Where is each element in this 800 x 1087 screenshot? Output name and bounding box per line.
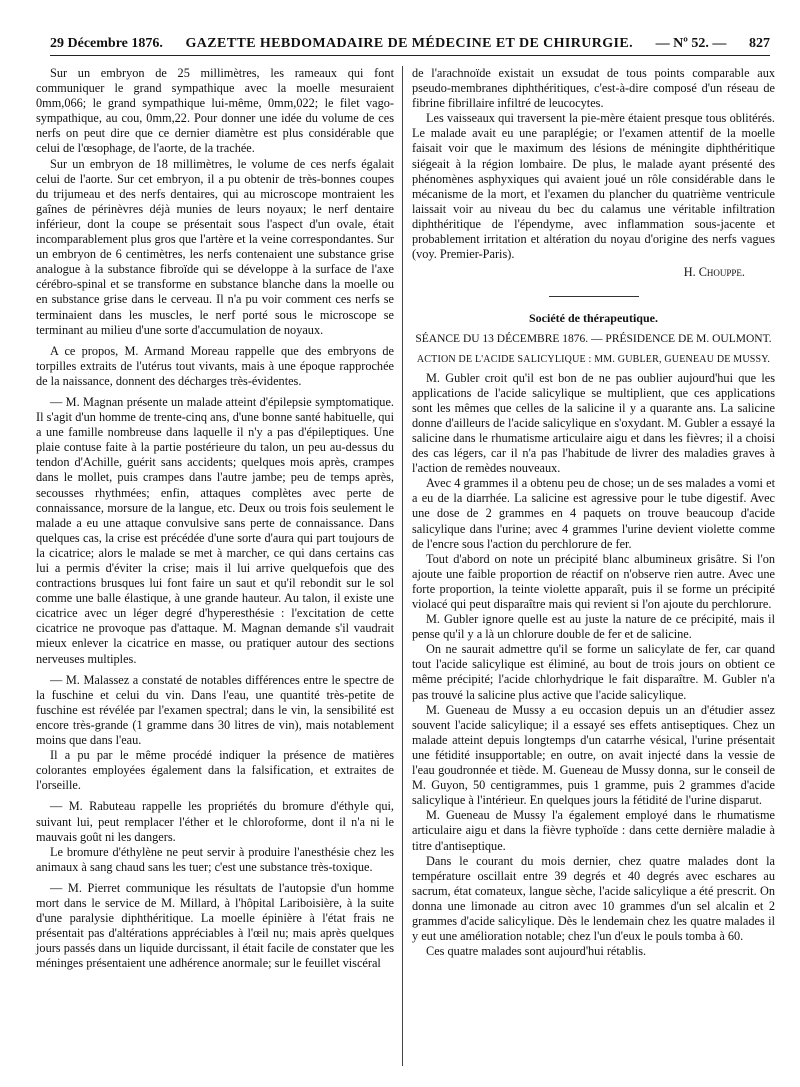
section-rule <box>549 296 639 297</box>
paragraph: — M. Malassez a constaté de notables différences entre le spectre de la fuschine et celui du vin. Dans l'eau, une quantité très-petite de fuschine est révélée par l'examen spectral; dans le vin, la sensibilité est encore très-grande (1 gramme dans 30 litres de vin), mais notablement moins que dans l'eau. <box>36 672 394 748</box>
paragraph: — M. Magnan présente un malade atteint d'épilepsie symptomatique. Il s'agit d'un homme de trente-cinq ans, d'une bonne santé habituelle, qui a une famille nombreuse dans laquelle il n'y a pas d'épileptiques. Une plaie contuse faite à la partie postérieure du talon, un peu au-dessus du tendon d'Achille, guérit sans accidents; quelques mois après, crampes dans le mollet, puis crampes dans l'autre jambe; peu de temps après, secousses rhythmées; enfin, attaques complètes avec perte de connaissance, morsure de la langue, etc. Deux ou trois fois seulement le malade a eu une attaque convulsive sans perte de connaissance. Dans quelques cas, la crise est précédée d'une sorte d'aura qui part toujours de la cicatrice; alors le malade se met à marcher, ce qui dans certains cas lui a permis d'éviter la crise; mais il lui arrive quelquefois que des contractions brusques lui font faire un saut et qu'il rebondit sur le sol comme une balle élastique, à une grande hauteur. Au talon, il existe une cicatrice avec un léger degré d'hyperesthésie : l'excitation de cette cicatrice ne provoque pas d'attaque. M. Magnan demande s'il vaudrait mieux enlever la cicatrice en masse, ou pratiquer autour des sections nerveuses multiples. <box>36 394 394 666</box>
page-number: 827 <box>748 36 770 51</box>
author-signature: H. Chouppe. <box>683 265 745 280</box>
paragraph: Les vaisseaux qui traversent la pie-mère étaient presque tous oblitérés. Le malade avait eu une paraplégie; or l'examen attentif de la moelle faisait voir que le maximum des lésions de méningite diphthéritique siégeait à la région lombaire. De plus, le malade ayant présenté des phénomènes asphyxiques qui avaient joué un rôle considérable dans le mécanisme de la mort, et l'examen du plancher du quatrième ventricule laissait voir au niveau du bec du calamus une véritable infiltration diphthéritique de l'épendyme, avec inflammation sous-jacente et probablement irritation et altération du noyau d'origine des nerfs vagues (voy. Premier-Paris). <box>412 111 775 262</box>
paragraph: M. Gubler croit qu'il est bon de ne pas oublier aujourd'hui que les applications de l'acide salicylique se multiplient, que ces applications sont les mêmes que celles de la salicine il y a quarante ans. La salicine donne d'ailleurs de l'acide salicylique en s'oxydant. M. Gubler a essayé la salicine dans le rhumatisme articulaire aigu et dans les fièvres; il a choisi des cas légers, car il n'a pas l'habitude de livrer des maladies graves à l'action de remèdes nouveaux. <box>412 370 775 476</box>
paragraph: — M. Pierret communique les résultats de l'autopsie d'un homme mort dans le service de M. Millard, à l'hôpital Lariboisière, à la suite d'une paralysie diphthéritique. La moelle épinière à l'état frais ne présentait pas d'altérations appréciables à l'œil nu; mais après quelques jours passés dans un liquide durcissant, il était facile de constater que les méninges présentaient une adhérence anormale; sur le feuillet viscéral <box>36 880 394 971</box>
right-column <box>412 66 775 959</box>
paragraph: M. Gueneau de Mussy a eu occasion depuis un an d'étudier assez souvent l'acide salicylique; il a essayé ses effets antiseptiques. Chez un malade atteint depuis longtemps d'un catarrhe vésical, l'urine présentait une fétidité insupportable; en outre, on avait injecté dans la vessie de l'eau goudronnée et tiède. M. Gueneau de Mussy donna, sur le conseil de M. Guyon, 50 centigrammes, puis 1 gramme, puis 2 grammes d'acide salicylique à l'intérieur. En quelques jours la fétidité de l'urine disparut. <box>412 702 775 808</box>
action-line: ACTION DE L'ACIDE SALICYLIQUE : MM. GUBLER, GUENEAU DE MUSSY. <box>416 353 771 365</box>
header-date: 29 Décembre 1876. <box>50 36 163 51</box>
paragraph: On ne saurait admettre qu'il se forme un salicylate de fer, car quand tout l'acide salicylique est éliminé, au bout de trois jours on obtient ce même précipité; l'acide chlorhydrique le fait disparaître. M. Gubler n'a pas trouvé la salicine plus active que l'acide salicylique. <box>412 642 775 702</box>
society-title: Société de thérapeutique. <box>529 311 658 326</box>
running-header <box>50 32 770 56</box>
issue-number: — Nº 52. — <box>655 36 727 51</box>
paragraph: Le bromure d'éthylène ne peut servir à produire l'anesthésie chez les animaux à sang chaud sans les tuer; c'est une substance très-toxique. <box>36 844 394 874</box>
paragraph: M. Gueneau de Mussy l'a également employé dans le rhumatisme articulaire aigu et dans la fièvre typhoïde : dans cette dernière maladie à titre d'antiseptique. <box>412 808 775 853</box>
paragraph: Sur un embryon de 18 millimètres, le volume de ces nerfs égalait celui de l'aorte. Sur cet embryon, il a pu obtenir de très-bonnes coupes du trijumeau et des nerfs dentaires, qui au microscope montraient les gaînes de périnèvres déjà munies de leurs noyaux; le nerf dentaire inférieur, dont la coupe se présentait sous l'aspect d'un ovale, était incomparablement plus gros que l'artère et la veine correspondantes. Sur un embryon de 6 centimètres, les nerfs contenaient une substance grise analogue à la substance fibroïde qui se développe à la surface de l'axe cérébro-spinal et se transforme en substance blanche dans la moelle ou en substance grise dans le cerveau. Il n'a pu voir comment ces nerfs se terminaient dans les muscles, le nerf porté sous le microscope se terminant au milieu d'une sorte d'accumulation de noyaux. <box>36 156 394 337</box>
paragraph: Avec 4 grammes il a obtenu peu de chose; un de ses malades a vomi et a eu de la diarrhée. La salicine est agressive pour le tube digestif. Avec une dose de 2 grammes en 4 paquets on trouve beaucoup d'acide salicylique dans l'urine; avec 4 grammes l'urine devient violette comme de l'encre sous l'action du perchlorure de fer. <box>412 476 775 551</box>
paragraph: Sur un embryon de 25 millimètres, les rameaux qui font communiquer le grand sympathique avec la moelle mesuraient 0mm,066; le grand sympathique lui-même, 0mm,022; le filet vago-sympathique, au cou, 0mm,22. Pour donner une idée du volume de ces nerfs on peut dire que ce dernier diamètre est plus considérable que celui de l'œsophage, de l'aorte, de la trachée. <box>36 66 394 156</box>
paragraph: M. Gubler ignore quelle est au juste la nature de ce précipité, mais il pense qu'il y a là un chlorure double de fer et de salicine. <box>412 612 775 642</box>
paragraph: A ce propos, M. Armand Moreau rappelle que des embryons de torpilles extraits de l'utérus tout vivants, mais à une époque rapprochée de la naissance, donnent des décharges très-évidentes. <box>36 343 394 388</box>
journal-title: GAZETTE HEBDOMADAIRE DE MÉDECINE ET DE CHIRURGIE. <box>185 36 634 51</box>
paragraph: de l'arachnoïde existait un exsudat de tous points comparable aux pseudo-membranes diphthéritiques, c'est-à-dire composé d'un réseau de fibrine fibrillaire infiltré de leucocytes. <box>412 66 775 111</box>
left-column <box>36 66 394 971</box>
paragraph: Ces quatre malades sont aujourd'hui rétablis. <box>426 944 647 959</box>
column-divider <box>402 66 403 1066</box>
paragraph: — M. Rabuteau rappelle les propriétés du bromure d'éthyle qui, suivant lui, peut remplacer l'éther et le chloroforme, dont il n'a ni le mauvais goût ni les dangers. <box>36 799 394 844</box>
paragraph: Tout d'abord on note un précipité blanc albumineux grisâtre. Si l'on ajoute une faible proportion de réactif on n'observe rien autre. Avec une forte proportion, la teinte violette apparaît, puis il se forme un précipité violacé qui peut disparaître mais qui revient si l'on ajoute du perchlorure. <box>412 551 775 611</box>
paragraph: Dans le courant du mois dernier, chez quatre malades dont la température oscillait entre 39 degrés et 40 degrés avec eschares au sacrum, état comateux, langue sèche, l'acide salicylique a été prescrit. On donna une limonade au citron avec 10 grammes d'un sel alcalin et 2 grammes d'acide salicylique. Dès le lendemain chez les quatre malades il y eut une amélioration notable; chez l'un d'eux le pouls tomba à 60. <box>412 853 775 944</box>
seance-line: SÉANCE DU 13 DÉCEMBRE 1876. — PRÉSIDENCE DE M. OULMONT. <box>415 333 772 346</box>
paragraph: Il a pu par le même procédé indiquer la présence de matières colorantes employées également dans la falsification, et extraites de l'orseille. <box>36 748 394 793</box>
